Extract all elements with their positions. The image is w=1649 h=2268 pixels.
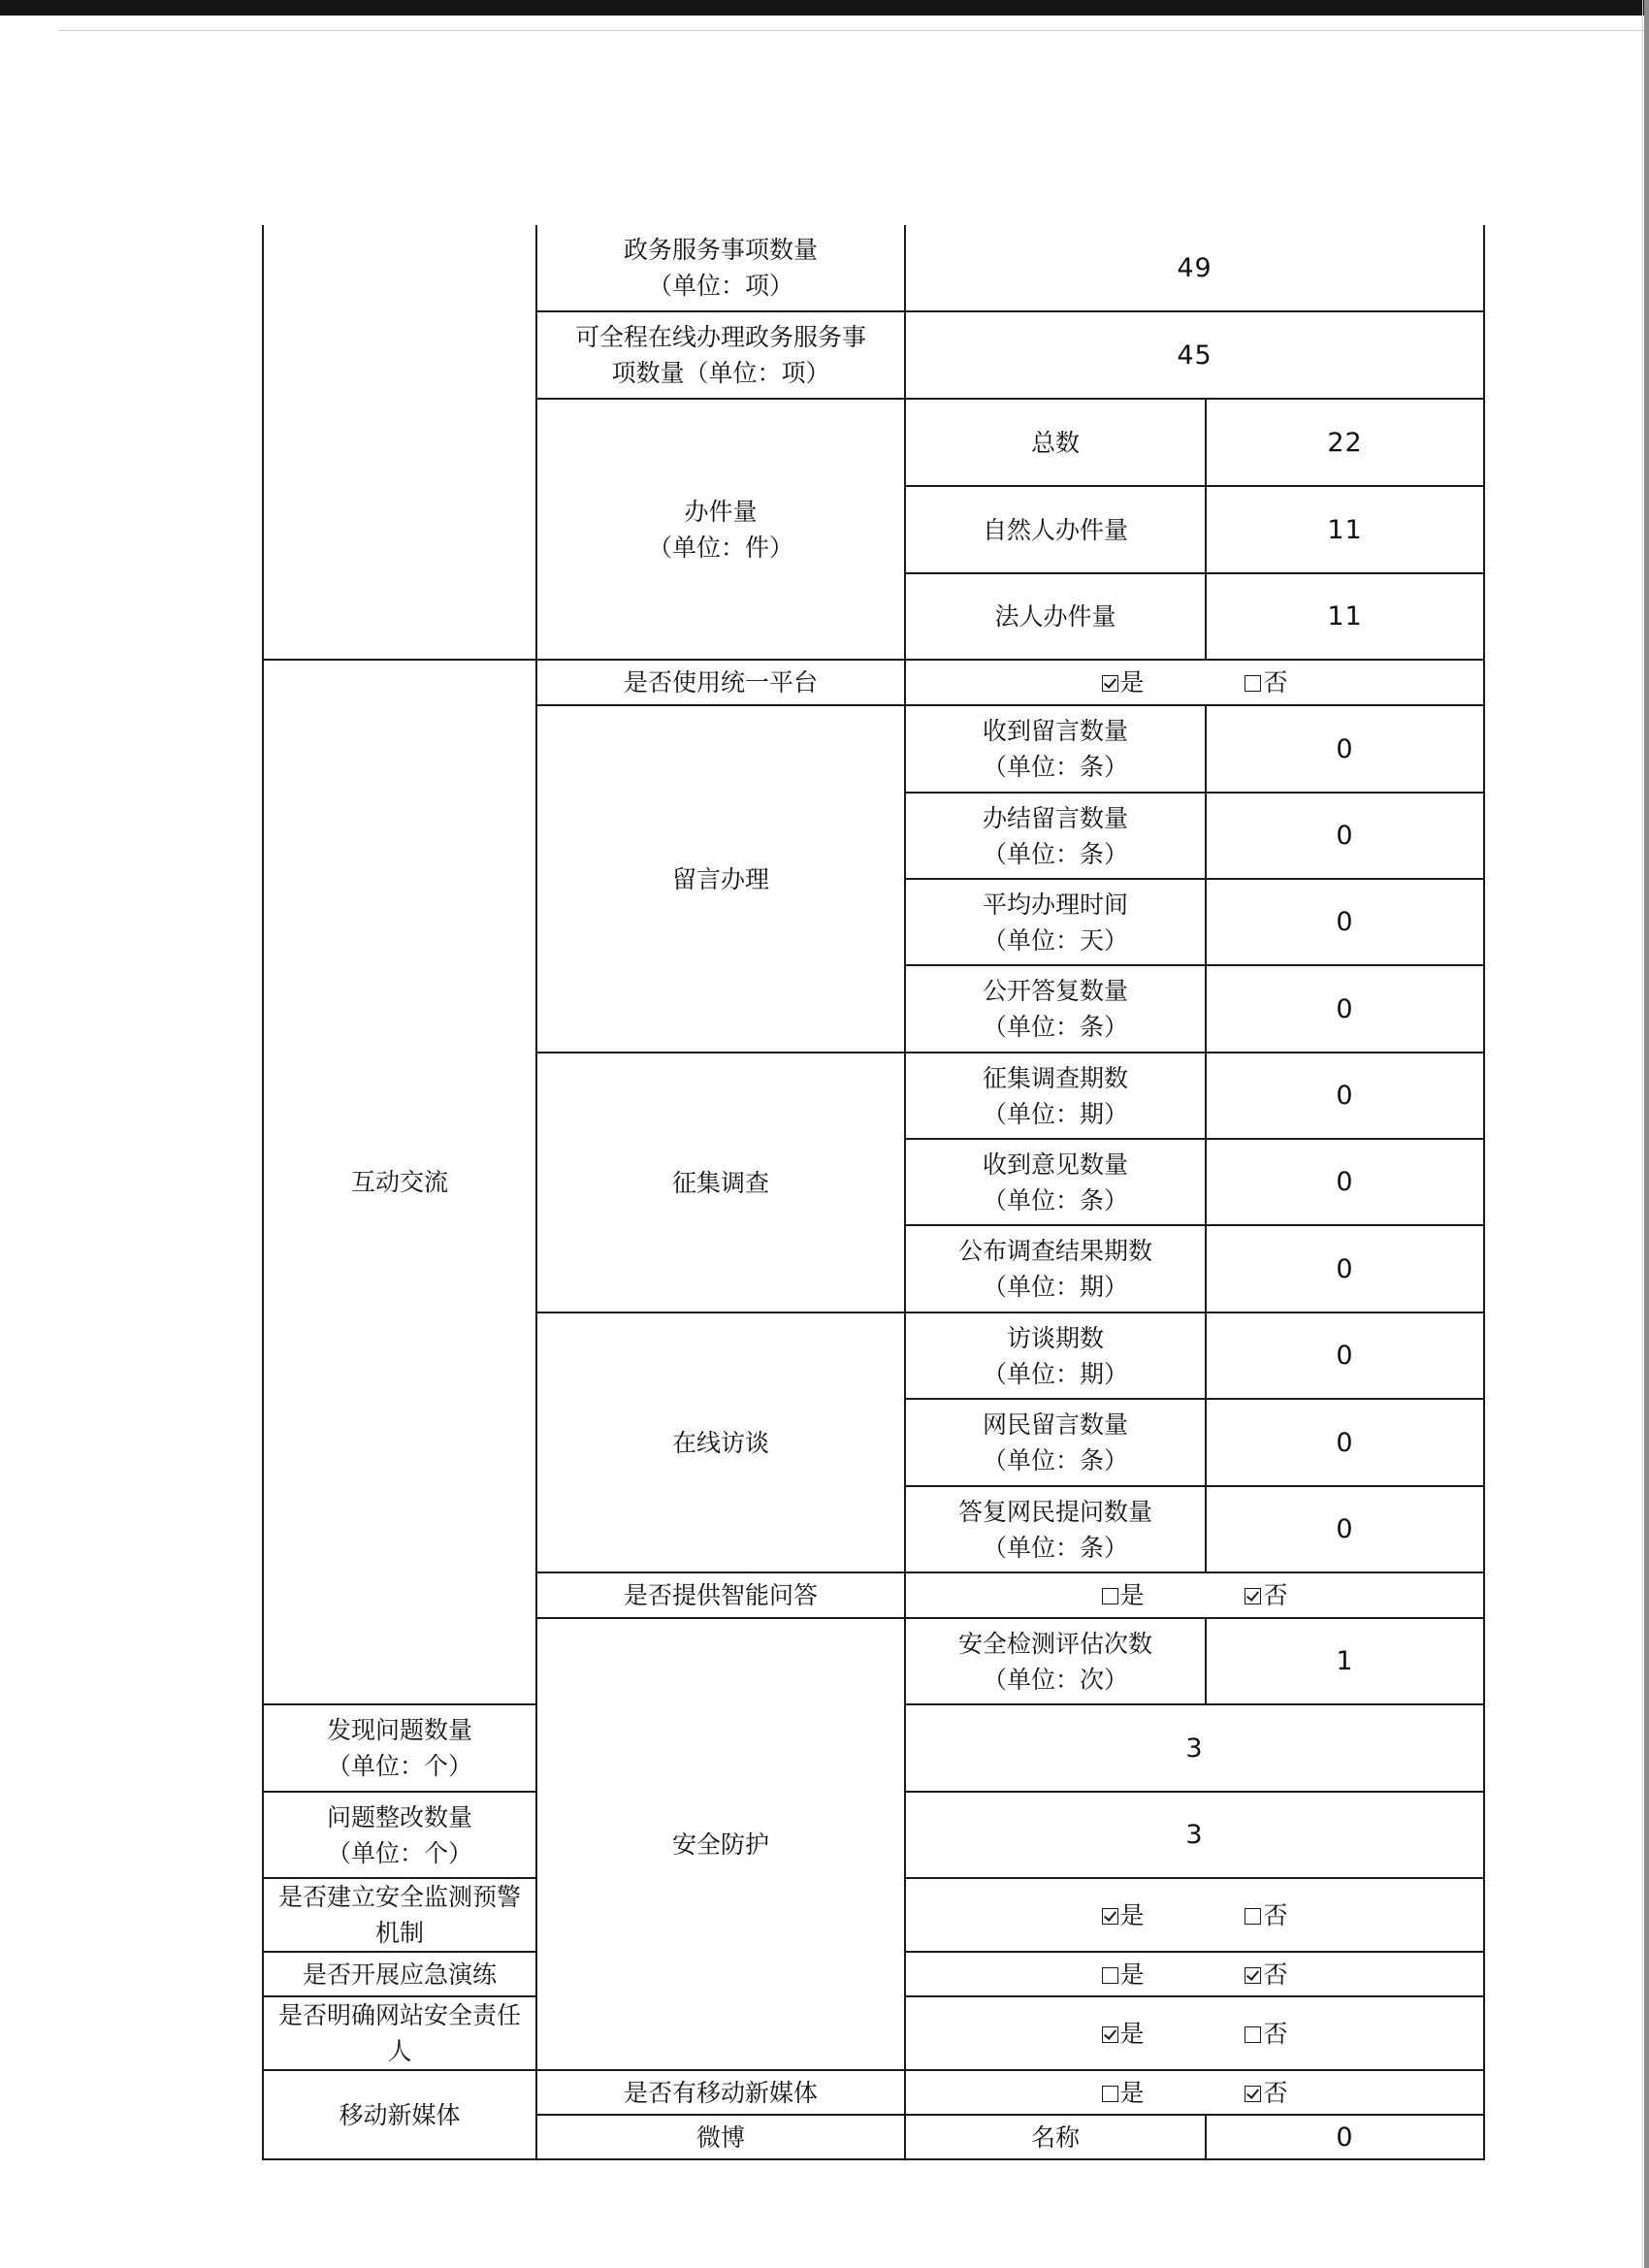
table-row xyxy=(263,660,1484,705)
interview-item-value: 0 xyxy=(1206,1486,1484,1572)
service-items-value: 49 xyxy=(905,225,1484,311)
checked-box-icon xyxy=(1245,1967,1261,1984)
has-media-no: 否 xyxy=(1245,2075,1287,2111)
drills-label: 是否开展应急演练 xyxy=(263,1952,536,1996)
security-evaluations-label: 安全检测评估次数 （单位：次） xyxy=(905,1618,1206,1704)
messages-item-label: 办结留言数量 （单位：条） xyxy=(905,793,1206,879)
responsible-person-yes: 是 xyxy=(1102,2016,1145,2052)
scan-top-line xyxy=(58,30,1649,31)
survey-item-label: 征集调查期数 （单位：期） xyxy=(905,1053,1206,1139)
cases-total-label: 总数 xyxy=(905,399,1206,486)
survey-label: 征集调查 xyxy=(536,1053,905,1312)
smart-qa-label: 是否提供智能问答 xyxy=(536,1572,905,1618)
has-media-label: 是否有移动新媒体 xyxy=(536,2070,905,2115)
checked-box-icon xyxy=(1102,2026,1118,2043)
category-interaction: 互动交流 xyxy=(263,660,536,1704)
category-security: 安全防护 xyxy=(536,1618,905,2070)
category-mobile: 移动新媒体 xyxy=(263,2070,536,2159)
scan-top-edge xyxy=(0,0,1649,16)
weibo-value: 0 xyxy=(1206,2115,1484,2159)
responsible-person-options xyxy=(905,1996,1484,2070)
cases-total-value: 22 xyxy=(1206,399,1484,486)
messages-item-label: 公开答复数量 （单位：条） xyxy=(905,965,1206,1053)
warning-mechanism-label: 是否建立安全监测预警机制 xyxy=(263,1878,536,1952)
smart-qa-yes: 是 xyxy=(1102,1577,1145,1613)
unchecked-box-icon xyxy=(1245,1908,1261,1925)
cases-label: 办件量 （单位：件） xyxy=(536,399,905,660)
survey-item-label: 收到意见数量 （单位：条） xyxy=(905,1139,1206,1225)
category-cell-blank xyxy=(263,225,536,660)
table-row xyxy=(263,2070,1484,2115)
smart-qa-options xyxy=(905,1572,1484,1618)
cases-natural-value: 11 xyxy=(1206,486,1484,573)
unified-platform-options xyxy=(905,660,1484,705)
drills-options xyxy=(905,1952,1484,1996)
checked-box-icon xyxy=(1245,1588,1261,1604)
online-items-value: 45 xyxy=(905,311,1484,399)
interview-item-label: 访谈期数 （单位：期） xyxy=(905,1312,1206,1399)
online-items-label: 可全程在线办理政务服务事 项数量（单位：项） xyxy=(536,311,905,399)
interview-item-value: 0 xyxy=(1206,1312,1484,1399)
interview-item-label: 网民留言数量 （单位：条） xyxy=(905,1399,1206,1486)
service-items-label: 政务服务事项数量 （单位：项） xyxy=(536,225,905,311)
unified-platform-label: 是否使用统一平台 xyxy=(536,660,905,705)
messages-label: 留言办理 xyxy=(536,705,905,1053)
issues-fixed-label: 问题整改数量 （单位：个） xyxy=(263,1792,536,1878)
checked-box-icon xyxy=(1102,675,1118,692)
unified-platform-yes: 是 xyxy=(1102,664,1145,700)
table-row xyxy=(263,225,1484,311)
website-statistics-table xyxy=(262,225,1485,2160)
scan-right-edge xyxy=(1644,0,1649,2268)
cases-natural-label: 自然人办件量 xyxy=(905,486,1206,573)
survey-item-value: 0 xyxy=(1206,1053,1484,1139)
drills-no: 否 xyxy=(1245,1957,1287,1993)
messages-item-value: 0 xyxy=(1206,879,1484,965)
warning-mechanism-no: 否 xyxy=(1245,1897,1287,1933)
issues-found-value: 3 xyxy=(905,1704,1484,1792)
scan-right-line xyxy=(1642,0,1643,2268)
unified-platform-no: 否 xyxy=(1245,664,1287,700)
warning-mechanism-yes: 是 xyxy=(1102,1897,1145,1933)
warning-mechanism-options xyxy=(905,1878,1484,1952)
responsible-person-no: 否 xyxy=(1245,2016,1287,2052)
interview-item-value: 0 xyxy=(1206,1399,1484,1486)
unchecked-box-icon xyxy=(1245,2026,1261,2043)
has-media-options xyxy=(905,2070,1484,2115)
unchecked-box-icon xyxy=(1102,1967,1118,1984)
cases-legal-value: 11 xyxy=(1206,573,1484,660)
survey-item-value: 0 xyxy=(1206,1225,1484,1312)
unchecked-box-icon xyxy=(1245,675,1261,692)
survey-item-value: 0 xyxy=(1206,1139,1484,1225)
smart-qa-no: 否 xyxy=(1245,1577,1287,1613)
messages-item-value: 0 xyxy=(1206,705,1484,793)
issues-fixed-value: 3 xyxy=(905,1792,1484,1878)
checked-box-icon xyxy=(1102,1908,1118,1925)
security-evaluations-value: 1 xyxy=(1206,1618,1484,1704)
checked-box-icon xyxy=(1245,2086,1261,2102)
unchecked-box-icon xyxy=(1102,1588,1118,1604)
survey-item-label: 公布调查结果期数 （单位：期） xyxy=(905,1225,1206,1312)
responsible-person-label: 是否明确网站安全责任人 xyxy=(263,1996,536,2070)
has-media-yes: 是 xyxy=(1102,2075,1145,2111)
issues-found-label: 发现问题数量 （单位：个） xyxy=(263,1704,536,1792)
interview-item-label: 答复网民提问数量 （单位：条） xyxy=(905,1486,1206,1572)
messages-item-label: 收到留言数量 （单位：条） xyxy=(905,705,1206,793)
messages-item-value: 0 xyxy=(1206,793,1484,879)
cases-legal-label: 法人办件量 xyxy=(905,573,1206,660)
unchecked-box-icon xyxy=(1102,2086,1118,2102)
messages-item-label: 平均办理时间 （单位：天） xyxy=(905,879,1206,965)
weibo-label: 微博 xyxy=(536,2115,905,2159)
weibo-name-label: 名称 xyxy=(905,2115,1206,2159)
interview-label: 在线访谈 xyxy=(536,1312,905,1572)
drills-yes: 是 xyxy=(1102,1957,1145,1993)
messages-item-value: 0 xyxy=(1206,965,1484,1053)
